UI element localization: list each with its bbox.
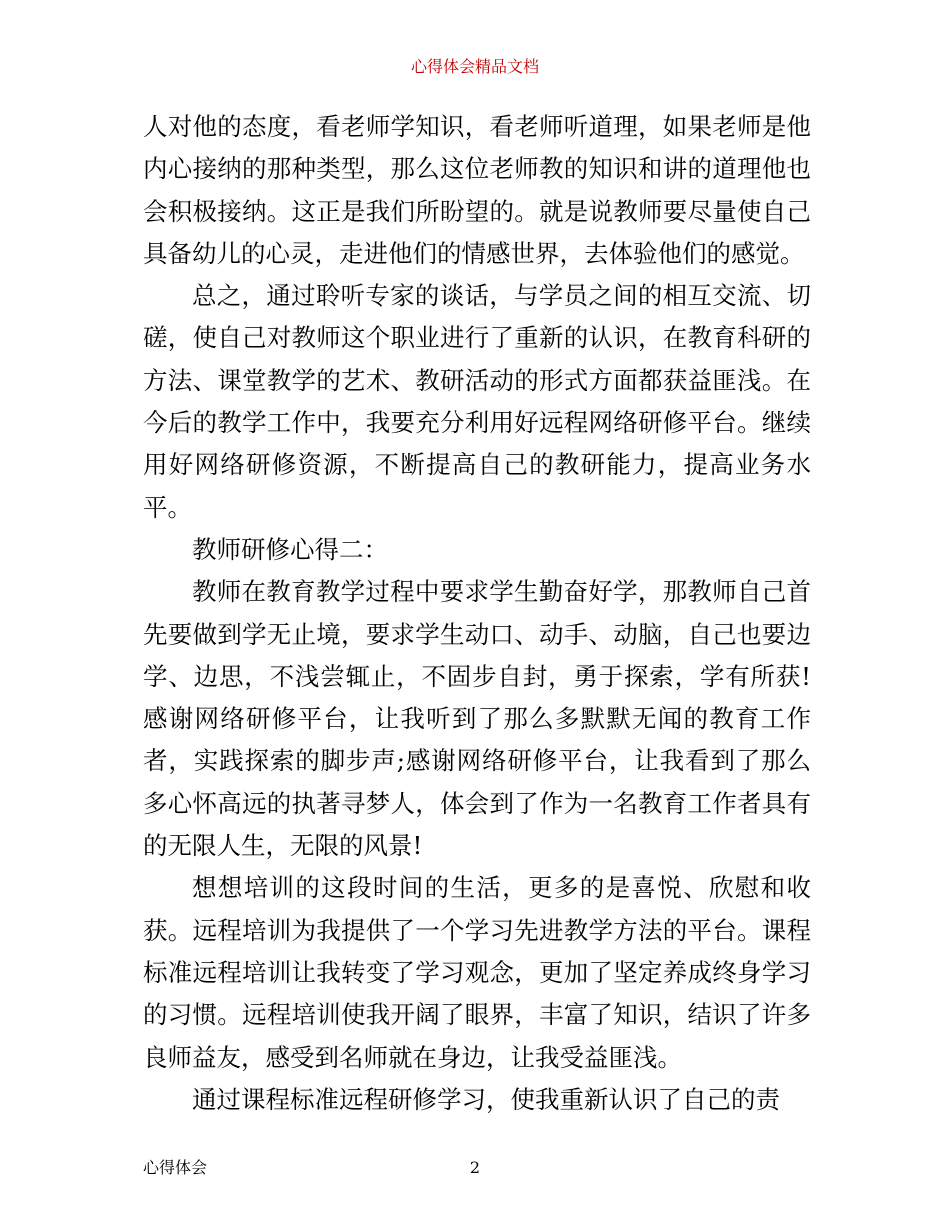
paragraph-5: 通过课程标准远程研修学习，使我重新认识了自己的责 — [192, 1084, 780, 1114]
paragraph-1: 人对他的态度，看老师学知识，看老师听道理，如果老师是他内心接纳的那种类型，那么这位老师教的知识和讲的道理他也会积极接纳。这正是我们所盼望的。就是说教师要尽量使自己具备幼儿的心灵，走进他们的情感世界，去体验他们的感觉。 — [143, 112, 811, 268]
page-header-title: 心得体会精品文档 — [410, 57, 539, 76]
document-body — [143, 106, 811, 1121]
footer-label: 心得体会 — [143, 1158, 208, 1177]
paragraph-4: 想想培训的这段时间的生活，更多的是喜悦、欣慰和收获。远程培训为我提供了一个学习先进教学方法的平台。课程标准远程培训让我转变了学习观念，更加了坚定养成终身学习的习惯。远程培训使我开阔了眼界，丰富了知识，结识了许多良师益友，感受到名师就在身边，让我受益匪浅。 — [143, 873, 811, 1072]
paragraph-2: 总之，通过聆听专家的谈话，与学员之间的相互交流、切磋，使自己对教师这个职业进行了重新的认识，在教育科研的方法、课堂教学的艺术、教研活动的形式方面都获益匪浅。在今后的教学工作中，我要充分利用好远程网络研修平台。继续用好网络研修资源，不断提高自己的教研能力，提高业务水平。 — [143, 281, 811, 522]
paragraph-3: 教师在教育教学过程中要求学生勤奋好学，那教师自己首先要做到学无止境，要求学生动口、动手、动脑，自己也要边学、边思，不浅尝辄止，不固步自封，勇于探索，学有所获!感谢网络研修平台，让我听到了那么多默默无闻的教育工作者，实践探索的脚步声;感谢网络研修平台，让我看到了那么多心怀高远的执著寻梦人，体会到了作为一名教育工作者具有的无限人生，无限的风景! — [143, 577, 811, 861]
section-heading: 教师研修心得二： — [192, 534, 388, 564]
page-number: 2 — [469, 1158, 481, 1177]
